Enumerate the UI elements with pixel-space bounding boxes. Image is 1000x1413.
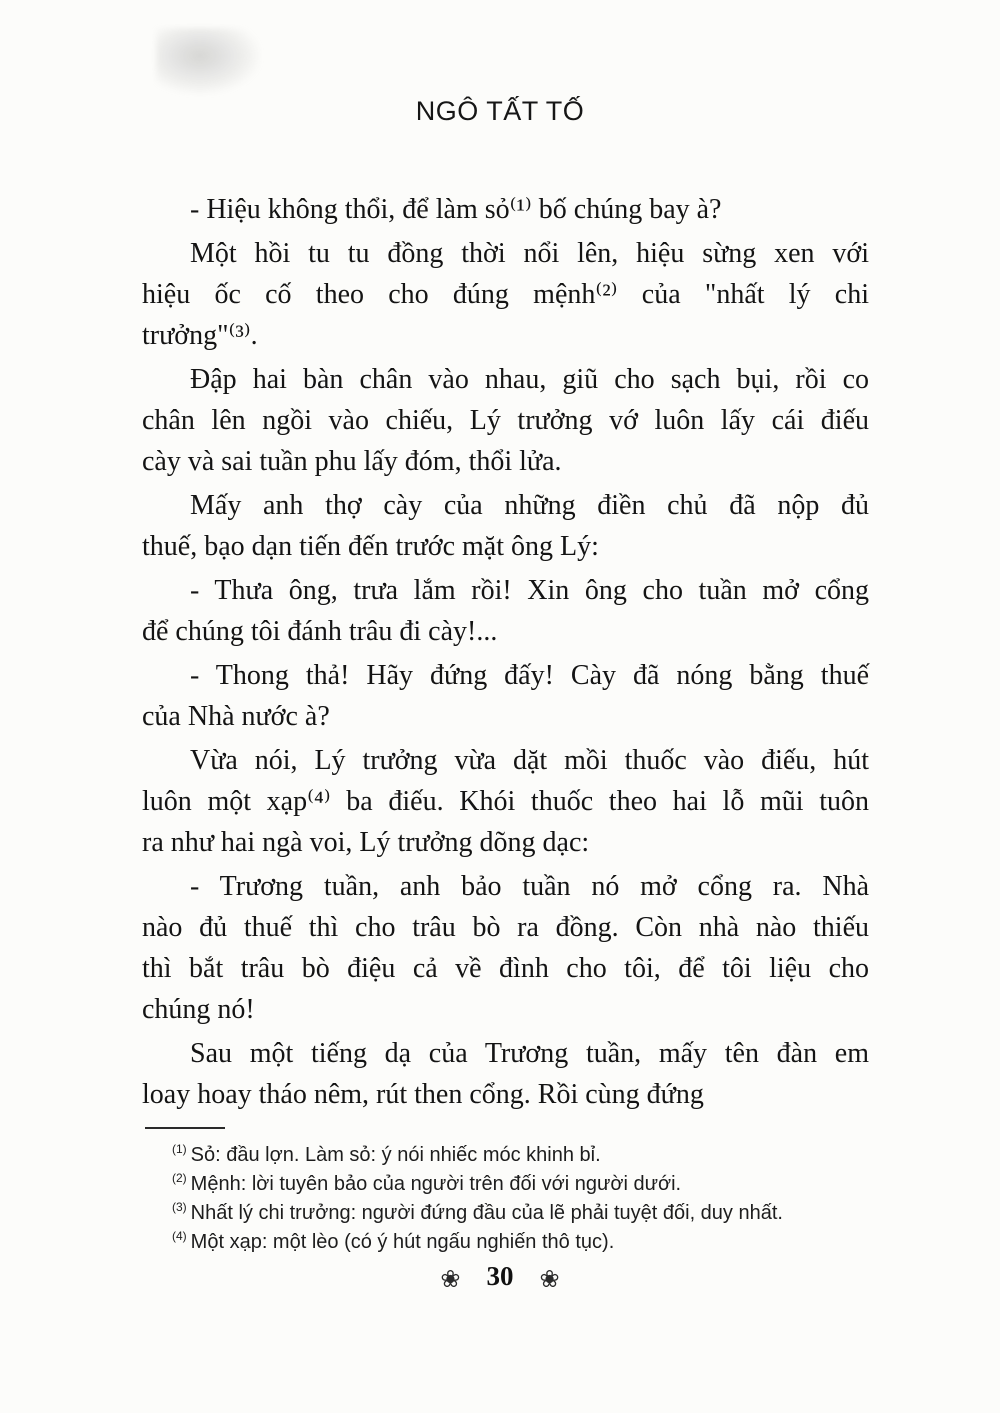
- paragraph: [142, 570, 869, 652]
- text-line: loay hoay tháo nêm, rút then cổng. Rồi cùng đứng: [142, 1079, 704, 1110]
- paragraph: [142, 866, 869, 1030]
- text-line: trưởng"⁽³⁾.: [142, 320, 258, 351]
- text-line: Đập hai bàn chân vào nhau, giũ cho sạch bụi, rồi co: [190, 364, 869, 395]
- text-line: để chúng tôi đánh trâu đi cày!...: [142, 616, 498, 647]
- footnote-item: [172, 1141, 952, 1170]
- text-line: chân lên ngồi vào chiếu, Lý trưởng vớ luôn lấy cái điếu: [142, 405, 869, 436]
- paragraph: [142, 655, 869, 737]
- text-line: Sau một tiếng dạ của Trương tuần, mấy tên đàn em: [190, 1038, 869, 1069]
- paragraph: [142, 233, 869, 356]
- flower-ornament-icon: ❀: [539, 1265, 560, 1293]
- flower-ornament-icon: ❀: [440, 1265, 461, 1293]
- text-line: của Nhà nước à?: [142, 701, 330, 732]
- body-text: [142, 189, 869, 1118]
- paragraph: [142, 485, 869, 567]
- text-line: - Thong thả! Hãy đứng đấy! Cày đã nóng bằng thuế: [190, 660, 869, 691]
- text-line: nào đủ thuế thì cho trâu bò ra đồng. Còn nhà nào thiếu: [142, 912, 869, 943]
- footnote-item: [172, 1228, 952, 1257]
- footnote-text: Nhất lý chi trưởng: người đứng đầu của lẽ phải tuyệt đối, duy nhất.: [190, 1202, 783, 1224]
- text-line: Vừa nói, Lý trưởng vừa dặt mồi thuốc vào điếu, hút: [190, 745, 869, 776]
- footnote-item: [172, 1170, 952, 1199]
- text-line: Một hồi tu tu đồng thời nổi lên, hiệu sừng xen với: [190, 238, 869, 269]
- text-line: chúng nó!: [142, 994, 255, 1025]
- text-line: hiệu ốc cố theo cho đúng mệnh⁽²⁾ của "nhất lý chi: [142, 279, 869, 310]
- scan-artifact: [156, 28, 260, 94]
- footnote-text: Sỏ: đầu lợn. Làm sỏ: ý nói nhiếc móc khinh bỉ.: [190, 1144, 601, 1166]
- text-line: - Hiệu không thổi, để làm sỏ⁽¹⁾ bố chúng bay à?: [190, 194, 722, 225]
- footnote-marker: (3): [172, 1200, 187, 1215]
- text-line: luôn một xạp⁽⁴⁾ ba điếu. Khói thuốc theo hai lỗ mũi tuôn: [142, 786, 869, 817]
- footnote-marker: (4): [172, 1229, 187, 1244]
- footnote-separator: [145, 1127, 225, 1129]
- text-line: Mấy anh thợ cày của những điền chủ đã nộp đủ: [190, 490, 869, 521]
- paragraph: [142, 359, 869, 482]
- footnote-marker: (1): [172, 1142, 187, 1157]
- page-footer: [0, 1261, 1000, 1293]
- text-line: ra như hai ngà voi, Lý trưởng dõng dạc:: [142, 827, 590, 858]
- footnote-item: [172, 1199, 952, 1228]
- text-line: thuế, bạo dạn tiến đến trước mặt ông Lý:: [142, 531, 599, 562]
- text-line: - Thưa ông, trưa lắm rồi! Xin ông cho tuần mở cổng: [190, 575, 869, 606]
- footnote-list: [172, 1141, 952, 1257]
- paragraph: [142, 740, 869, 863]
- footnote-marker: (2): [172, 1171, 187, 1186]
- text-line: cày và sai tuần phu lấy đóm, thổi lửa.: [142, 446, 562, 477]
- paragraph: [142, 1033, 869, 1115]
- text-line: thì bắt trâu bò điệu cả về đình cho tôi, để tôi liệu cho: [142, 953, 869, 984]
- running-header-author: NGÔ TẤT TỐ: [415, 96, 585, 126]
- footnote-text: Mệnh: lời tuyên bảo của người trên đối với người dưới.: [190, 1173, 682, 1195]
- paragraph: [142, 189, 869, 230]
- footnote-text: Một xạp: một lèo (có ý hút ngấu nghiến thô tục).: [190, 1231, 615, 1253]
- text-line: - Trương tuần, anh bảo tuần nó mở cổng ra. Nhà: [190, 871, 869, 902]
- page-number: 30: [486, 1261, 514, 1291]
